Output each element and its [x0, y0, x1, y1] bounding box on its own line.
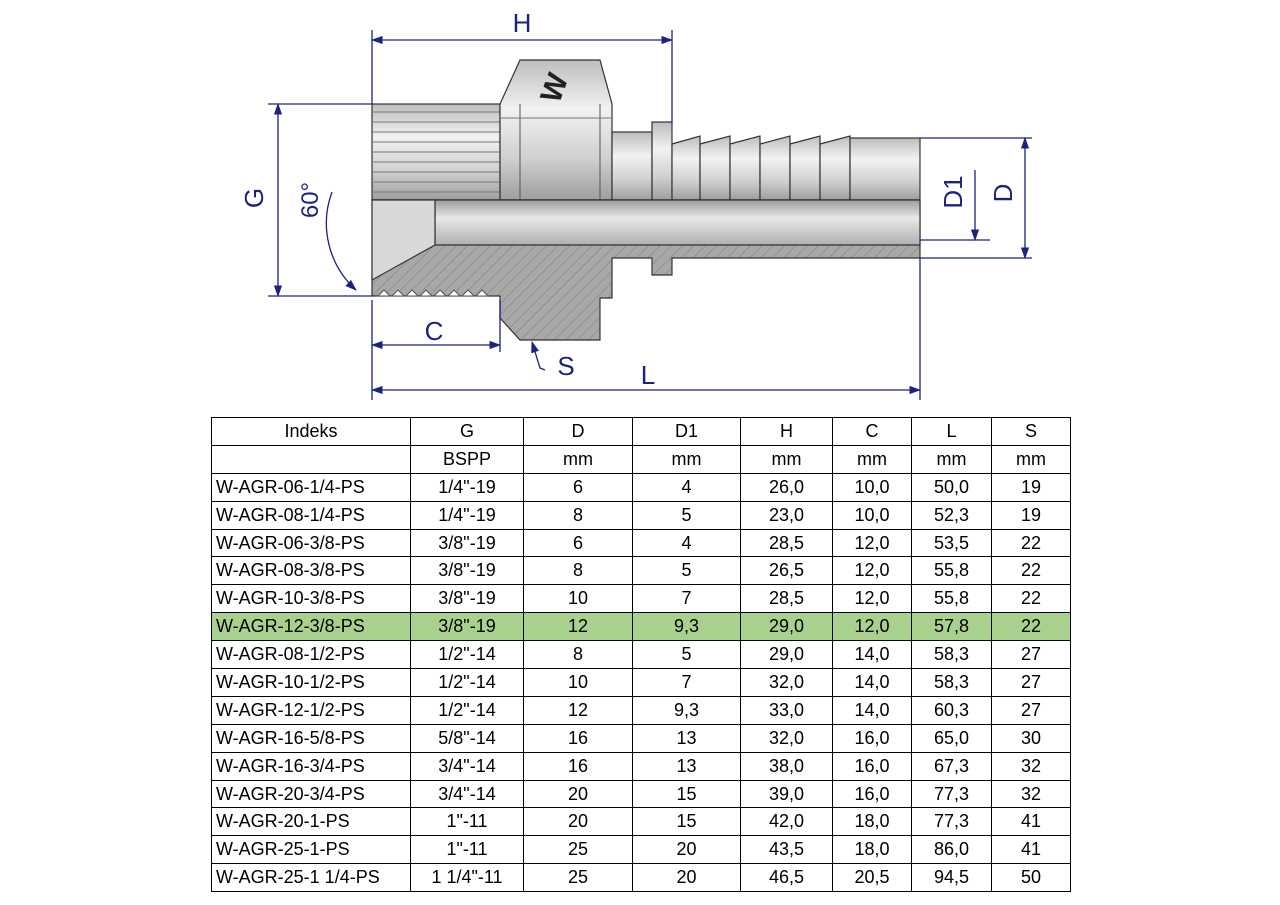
value-cell: 53,5: [912, 529, 992, 557]
value-cell: 12,0: [833, 613, 912, 641]
table-row: [212, 780, 1071, 808]
label-S: S: [557, 351, 575, 381]
value-cell: 46,5: [741, 864, 833, 892]
value-cell: 33,0: [741, 696, 833, 724]
value-cell: 7: [633, 585, 741, 613]
value-cell: 8: [524, 501, 633, 529]
unit-cell: mm: [912, 445, 992, 473]
value-cell: 20,5: [833, 864, 912, 892]
value-cell: 20: [633, 836, 741, 864]
unit-cell: BSPP: [411, 445, 524, 473]
value-cell: 1/2"-14: [411, 641, 524, 669]
table-row: [212, 641, 1071, 669]
value-cell: 7: [633, 669, 741, 697]
column-header: H: [741, 418, 833, 446]
value-cell: 28,5: [741, 529, 833, 557]
table-row: [212, 473, 1071, 501]
value-cell: 39,0: [741, 780, 833, 808]
value-cell: 5: [633, 557, 741, 585]
table-row: [212, 529, 1071, 557]
label-angle: 60°: [297, 181, 324, 219]
dim-S-leader: [532, 342, 545, 370]
table-row: [212, 669, 1071, 697]
value-cell: 29,0: [741, 613, 833, 641]
value-cell: 9,3: [633, 613, 741, 641]
label-G: G: [239, 187, 269, 209]
value-cell: 1/2"-14: [411, 696, 524, 724]
value-cell: 10: [524, 585, 633, 613]
value-cell: 57,8: [912, 613, 992, 641]
index-cell: W-AGR-10-1/2-PS: [212, 669, 411, 697]
index-cell: W-AGR-10-3/8-PS: [212, 585, 411, 613]
table-row: [212, 613, 1071, 641]
unit-cell: mm: [833, 445, 912, 473]
value-cell: 32,0: [741, 724, 833, 752]
table-row: [212, 557, 1071, 585]
value-cell: 67,3: [912, 752, 992, 780]
value-cell: 5: [633, 641, 741, 669]
value-cell: 4: [633, 473, 741, 501]
label-H: H: [512, 8, 532, 38]
value-cell: 86,0: [912, 836, 992, 864]
index-cell: W-AGR-12-1/2-PS: [212, 696, 411, 724]
value-cell: 19: [992, 501, 1071, 529]
value-cell: 30: [992, 724, 1071, 752]
table-row: [212, 696, 1071, 724]
value-cell: 28,5: [741, 585, 833, 613]
value-cell: 65,0: [912, 724, 992, 752]
table-header-row: [212, 418, 1071, 446]
value-cell: 20: [633, 864, 741, 892]
value-cell: 22: [992, 613, 1071, 641]
value-cell: 50: [992, 864, 1071, 892]
index-cell: W-AGR-25-1 1/4-PS: [212, 864, 411, 892]
value-cell: 14,0: [833, 669, 912, 697]
value-cell: 5/8"-14: [411, 724, 524, 752]
value-cell: 4: [633, 529, 741, 557]
value-cell: 1/2"-14: [411, 669, 524, 697]
value-cell: 25: [524, 836, 633, 864]
fitting-technical-drawing: [0, 0, 1280, 410]
value-cell: 1"-11: [411, 808, 524, 836]
value-cell: 14,0: [833, 696, 912, 724]
column-header: G: [411, 418, 524, 446]
index-cell: W-AGR-06-1/4-PS: [212, 473, 411, 501]
index-cell: W-AGR-25-1-PS: [212, 836, 411, 864]
value-cell: 6: [524, 529, 633, 557]
value-cell: 20: [524, 780, 633, 808]
value-cell: 22: [992, 557, 1071, 585]
value-cell: 77,3: [912, 808, 992, 836]
value-cell: 13: [633, 752, 741, 780]
fitting-exterior-view: [372, 60, 920, 200]
value-cell: 25: [524, 864, 633, 892]
value-cell: 27: [992, 696, 1071, 724]
table-row: [212, 752, 1071, 780]
value-cell: 1/4"-19: [411, 501, 524, 529]
value-cell: 3/8"-19: [411, 557, 524, 585]
value-cell: 32: [992, 752, 1071, 780]
table-row: [212, 501, 1071, 529]
table-row: [212, 585, 1071, 613]
value-cell: 3/8"-19: [411, 613, 524, 641]
value-cell: 41: [992, 836, 1071, 864]
value-cell: 13: [633, 724, 741, 752]
value-cell: 12: [524, 696, 633, 724]
value-cell: 18,0: [833, 808, 912, 836]
unit-cell: mm: [741, 445, 833, 473]
table-row: [212, 836, 1071, 864]
value-cell: 16,0: [833, 724, 912, 752]
index-cell: W-AGR-08-3/8-PS: [212, 557, 411, 585]
value-cell: 3/4"-14: [411, 752, 524, 780]
value-cell: 94,5: [912, 864, 992, 892]
value-cell: 20: [524, 808, 633, 836]
value-cell: 43,5: [741, 836, 833, 864]
label-D: D: [988, 183, 1018, 203]
value-cell: 14,0: [833, 641, 912, 669]
value-cell: 3/8"-19: [411, 529, 524, 557]
value-cell: 26,5: [741, 557, 833, 585]
index-cell: W-AGR-16-5/8-PS: [212, 724, 411, 752]
value-cell: 55,8: [912, 585, 992, 613]
table-row: [212, 864, 1071, 892]
value-cell: 10: [524, 669, 633, 697]
value-cell: 60,3: [912, 696, 992, 724]
value-cell: 58,3: [912, 669, 992, 697]
value-cell: 1 1/4"-11: [411, 864, 524, 892]
value-cell: 10,0: [833, 501, 912, 529]
value-cell: 15: [633, 780, 741, 808]
value-cell: 42,0: [741, 808, 833, 836]
value-cell: 12,0: [833, 529, 912, 557]
brand-mark: W: [534, 69, 576, 108]
unit-cell: mm: [633, 445, 741, 473]
fitting-section-view: [372, 200, 920, 340]
value-cell: 38,0: [741, 752, 833, 780]
index-cell: W-AGR-06-3/8-PS: [212, 529, 411, 557]
value-cell: 15: [633, 808, 741, 836]
value-cell: 32,0: [741, 669, 833, 697]
value-cell: 55,8: [912, 557, 992, 585]
value-cell: 16,0: [833, 752, 912, 780]
value-cell: 8: [524, 641, 633, 669]
value-cell: 19: [992, 473, 1071, 501]
value-cell: 8: [524, 557, 633, 585]
column-header: D: [524, 418, 633, 446]
column-header: L: [912, 418, 992, 446]
unit-cell: mm: [524, 445, 633, 473]
value-cell: 26,0: [741, 473, 833, 501]
value-cell: 77,3: [912, 780, 992, 808]
value-cell: 18,0: [833, 836, 912, 864]
unit-cell: [212, 445, 411, 473]
value-cell: 29,0: [741, 641, 833, 669]
value-cell: 16: [524, 752, 633, 780]
value-cell: 10,0: [833, 473, 912, 501]
index-cell: W-AGR-12-3/8-PS: [212, 613, 411, 641]
column-header: D1: [633, 418, 741, 446]
index-cell: W-AGR-08-1/2-PS: [212, 641, 411, 669]
value-cell: 12,0: [833, 585, 912, 613]
table-row: [212, 724, 1071, 752]
value-cell: 32: [992, 780, 1071, 808]
value-cell: 22: [992, 585, 1071, 613]
value-cell: 6: [524, 473, 633, 501]
value-cell: 12: [524, 613, 633, 641]
value-cell: 52,3: [912, 501, 992, 529]
value-cell: 16,0: [833, 780, 912, 808]
value-cell: 1/4"-19: [411, 473, 524, 501]
value-cell: 3/8"-19: [411, 585, 524, 613]
value-cell: 3/4"-14: [411, 780, 524, 808]
value-cell: 23,0: [741, 501, 833, 529]
value-cell: 41: [992, 808, 1071, 836]
column-header: C: [833, 418, 912, 446]
value-cell: 50,0: [912, 473, 992, 501]
value-cell: 1"-11: [411, 836, 524, 864]
dimensions-table: [211, 417, 1071, 892]
label-C: C: [424, 316, 444, 346]
label-D1: D1: [938, 175, 968, 209]
unit-cell: mm: [992, 445, 1071, 473]
label-L: L: [640, 360, 656, 390]
index-cell: W-AGR-08-1/4-PS: [212, 501, 411, 529]
value-cell: 58,3: [912, 641, 992, 669]
dim-angle-arc: [326, 192, 356, 290]
table-units-row: [212, 445, 1071, 473]
column-header: S: [992, 418, 1071, 446]
value-cell: 27: [992, 669, 1071, 697]
column-header: Indeks: [212, 418, 411, 446]
index-cell: W-AGR-16-3/4-PS: [212, 752, 411, 780]
value-cell: 22: [992, 529, 1071, 557]
hose-barbs: [672, 136, 920, 200]
value-cell: 5: [633, 501, 741, 529]
value-cell: 12,0: [833, 557, 912, 585]
value-cell: 9,3: [633, 696, 741, 724]
value-cell: 27: [992, 641, 1071, 669]
value-cell: 16: [524, 724, 633, 752]
table-row: [212, 808, 1071, 836]
index-cell: W-AGR-20-3/4-PS: [212, 780, 411, 808]
index-cell: W-AGR-20-1-PS: [212, 808, 411, 836]
